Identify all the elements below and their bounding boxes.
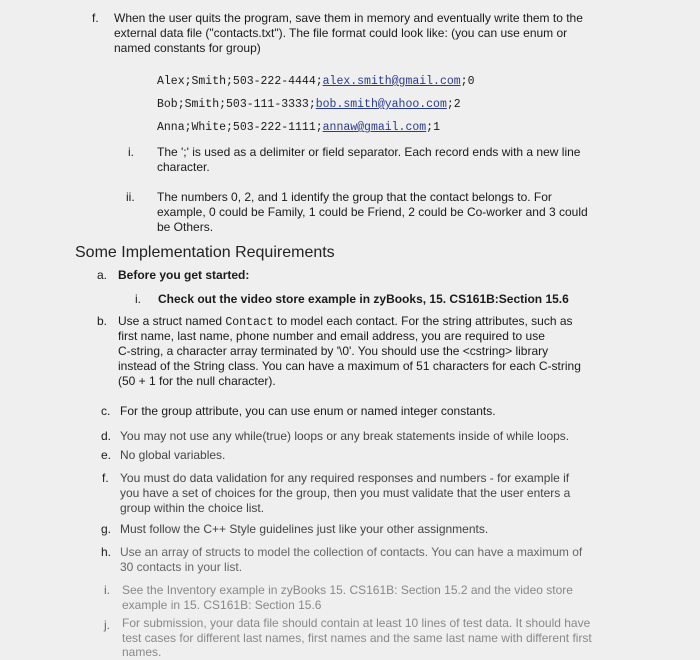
req-h-line-1: Use an array of structs to model the collection of contacts. You can have a maximum of <box>120 545 583 559</box>
req-f-line-2: you have a set of choices for the group, then you must validate that the user enters a <box>120 486 571 500</box>
req-i-line-2: example in 15. CS161B: Section 15.6 <box>122 598 322 612</box>
req-i-marker: i. <box>104 583 110 597</box>
record-email: annaw@gmail.com <box>322 121 427 134</box>
req-b-line-4: instead of the String class. You can have a maximum of 51 characters for each C-string <box>118 359 581 373</box>
sub-i-line-2: character. <box>157 160 210 174</box>
req-g-marker: g. <box>101 522 112 536</box>
req-j-line-3: names. <box>122 645 162 659</box>
record-email: bob.smith@yahoo.com <box>315 98 447 111</box>
req-b-marker: b. <box>97 314 108 328</box>
req-b-line-2: first name, last name, phone number and email address, you are required to use <box>118 329 545 343</box>
req-f-line-3: group within the choice list. <box>120 501 265 515</box>
req-i-line-1: See the Inventory example in zyBooks 15. CS161B: Section 15.2 and the video store <box>122 583 573 597</box>
record-line: Alex;Smith;503-222-4444;alex.smith@gmail.com;0 <box>157 75 475 88</box>
req-j-marker: j. <box>104 618 110 632</box>
req-j-line-1: For submission, your data file should contain at least 10 lines of test data. It should have <box>122 616 591 630</box>
sub-i-marker: i. <box>128 145 134 159</box>
record-line: Anna;White;503-222-1111;annaw@gmail.com;1 <box>157 121 440 134</box>
sub-ii-marker: ii. <box>126 190 135 204</box>
item-f-line-3: named constants for group) <box>114 41 261 55</box>
item-f-marker: f. <box>92 11 99 25</box>
item-f-line-1: When the user quits the program, save them in memory and eventually write them to the <box>114 11 583 25</box>
section-heading: Some Implementation Requirements <box>75 244 335 261</box>
req-b-line-3: C-string, a character array terminated by '\0'. You should use the <cstring> library <box>118 344 549 358</box>
sub-ii-line-3: be Others. <box>157 220 214 234</box>
req-h-marker: h. <box>101 545 112 559</box>
req-d-text: You may not use any while(true) loops or any break statements inside of while loops. <box>120 429 570 443</box>
item-f-line-2: external data file ("contacts.txt"). The file format could look like: (you can use enum or <box>114 26 568 40</box>
req-e-marker: e. <box>101 448 112 462</box>
sub-ii-line-2: example, 0 could be Family, 1 could be Friend, 2 could be Co-worker and 3 could <box>157 205 588 219</box>
record-email: alex.smith@gmail.com <box>322 75 461 88</box>
req-f-line-1: You must do data validation for any required responses and numbers - for example if <box>120 471 570 485</box>
record-line: Bob;Smith;503-111-3333;bob.smith@yahoo.com;2 <box>157 98 461 111</box>
req-f-marker: f. <box>102 471 109 485</box>
req-j-line-2: test cases for different last names, first names and the same last name with different first <box>122 631 592 645</box>
req-h-line-2: 30 contacts in your list. <box>120 560 243 574</box>
sub-i-line-1: The ';' is used as a delimiter or field separator. Each record ends with a new line <box>157 145 581 159</box>
req-b-line-1: Use a struct named Contact to model each contact. For the string attributes, such as <box>118 314 573 329</box>
req-a-marker: a. <box>97 268 108 282</box>
req-b-line-5: (50 + 1 for the null character). <box>118 374 276 388</box>
req-a-sub-text: Check out the video store example in zyBooks, 15. CS161B:Section 15.6 <box>158 292 569 306</box>
req-a-sub-marker: i. <box>135 292 141 306</box>
req-d-marker: d. <box>101 429 112 443</box>
req-c-marker: c. <box>101 404 111 418</box>
req-a-text: Before you get started: <box>118 268 250 282</box>
req-e-text: No global variables. <box>120 448 226 462</box>
req-c-text: For the group attribute, you can use enum or named integer constants. <box>120 404 496 418</box>
req-g-text: Must follow the C++ Style guidelines just like your other assignments. <box>120 522 489 536</box>
sub-ii-line-1: The numbers 0, 2, and 1 identify the group that the contact belongs to. For <box>157 190 552 204</box>
